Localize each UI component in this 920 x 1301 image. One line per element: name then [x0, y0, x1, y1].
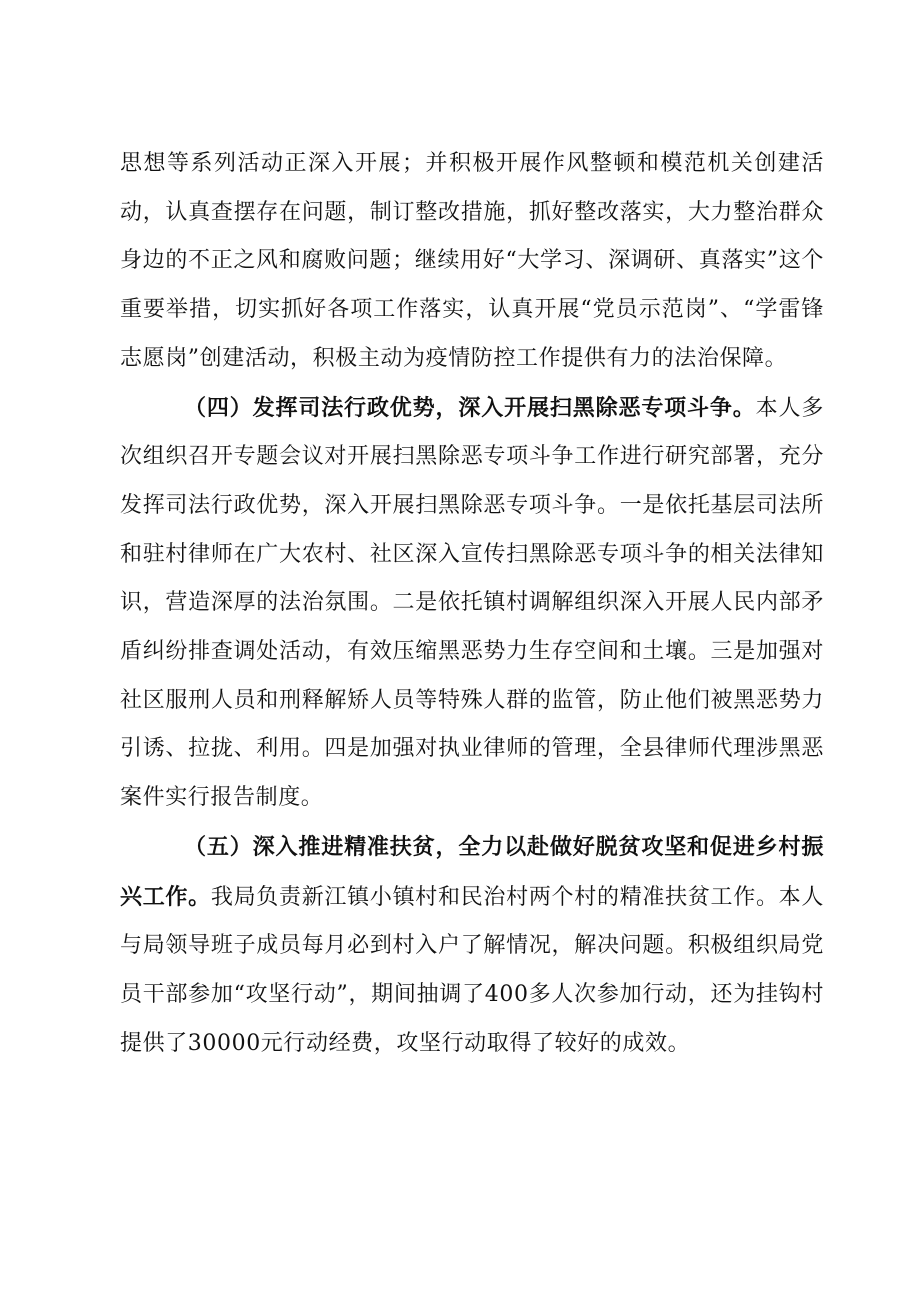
paragraph-section-five: [120, 823, 824, 1069]
paragraph-body: 本人多次组织召开专题会议对开展扫黑除恶专项斗争工作进行研究部署，充分发挥司法行政优势，深入开展扫黑除恶专项斗争。一是依托基层司法所和驻村律师在广大农村、社区深入宣传扫黑除恶专项斗争的相关法律知识，营造深厚的法治氛围。二是依托镇村调解组织深入开展人民内部矛盾纠纷排查调处活动，有效压缩黑恶势力生存空间和土壤。三是加强对社区服刑人员和刑释解矫人员等特殊人群的监管，防止他们被黑恶势力引诱、拉拢、利用。四是加强对执业律师的管理，全县律师代理涉黑恶案件实行报告制度。: [120, 395, 824, 811]
paragraph-body: 我局负责新江镇小镇村和民治村两个村的精准扶贫工作。本人与局领导班子成员每月必到村入户了解情况，解决问题。积极组织局党员干部参加“攻坚行动”，期间抽调了400多人次参加行动，还为挂钩村提供了30000元行动经费，攻坚行动取得了较好的成效。: [120, 884, 824, 1056]
paragraph-body: 思想等系列活动正深入开展；并积极开展作风整顿和模范机关创建活动，认真查摆存在问题，制订整改措施，抓好整改落实，大力整治群众身边的不正之风和腐败问题；继续用好“大学习、深调研、真落实”这个重要举措，切实抓好各项工作落实，认真开展“党员示范岗”、“学雷锋志愿岗”创建活动，积极主动为疫情防控工作提供有力的法治保障。: [120, 151, 824, 371]
paragraph-section-four: [120, 384, 824, 823]
document-body: [120, 140, 824, 1068]
paragraph-continuation: [120, 140, 824, 384]
section-heading: （五）深入推进精准扶贫，全力以赴做好脱贫攻坚和促进乡村振兴工作。: [120, 833, 824, 910]
section-heading: （四）发挥司法行政优势，深入开展扫黑除恶专项斗争。: [184, 394, 756, 421]
